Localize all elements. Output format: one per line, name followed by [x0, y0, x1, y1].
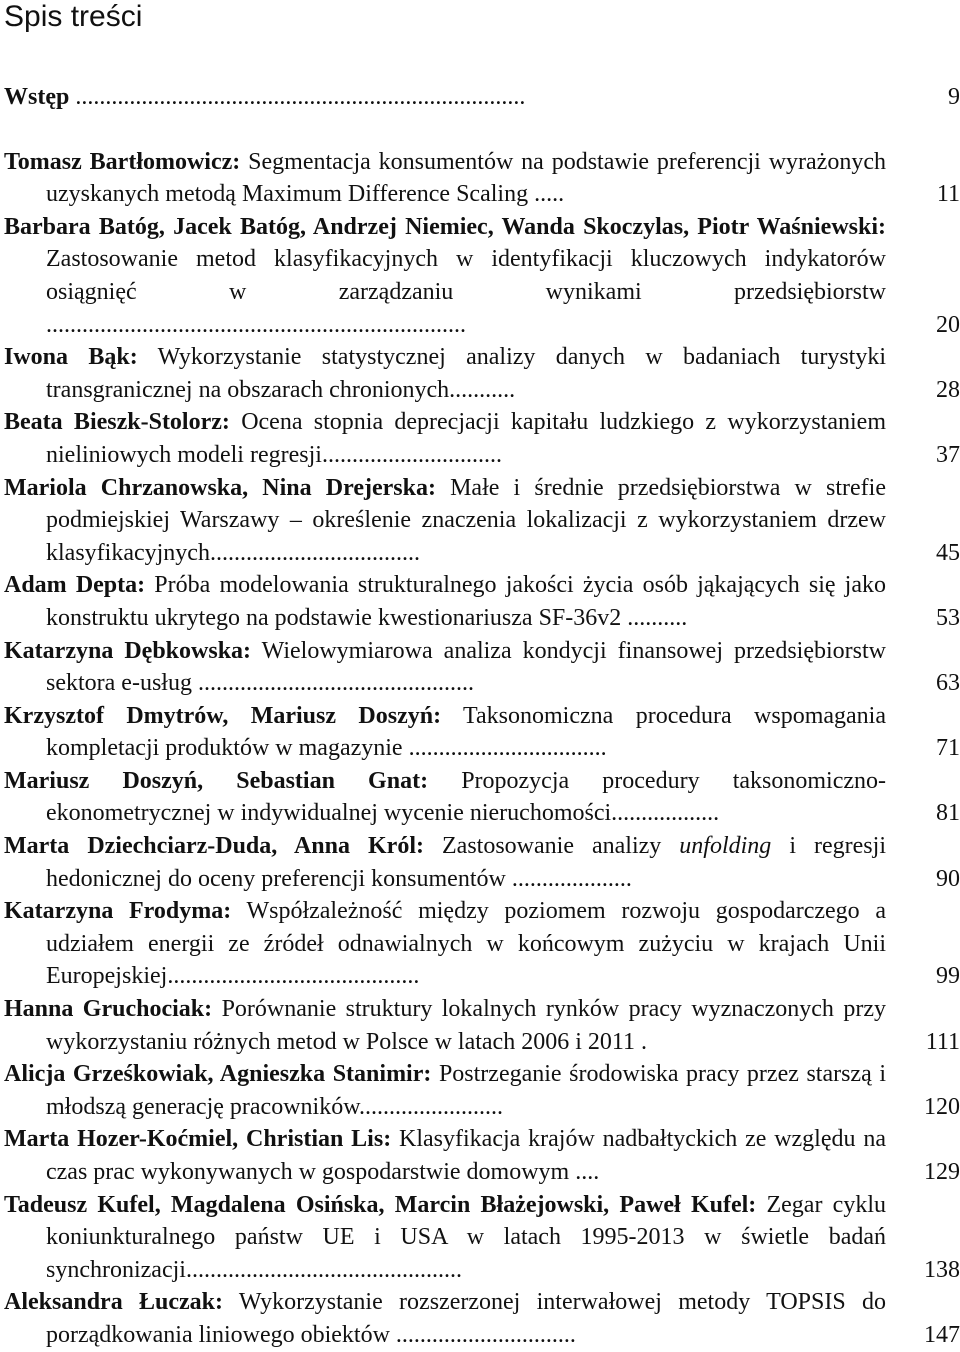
toc-entry-text	[4, 569, 886, 634]
toc-entry-title: i regresji hedonicznej do oceny preferencji konsumentów	[46, 833, 886, 892]
toc-entry-authors: Marta Hozer-Koćmiel, Christian Lis:	[4, 1126, 392, 1153]
section-gap	[4, 114, 960, 146]
toc-entry-page-number: 147	[924, 1321, 960, 1348]
toc-entry-page-number: 71	[936, 735, 960, 762]
toc-entry-text	[4, 211, 886, 341]
toc-entry-leader: .....	[528, 181, 565, 208]
toc-entry-title: Klasyfikacja krajów nadbałtyckich ze względu na czas prac wykonywanych w gospodarstwie domowym	[46, 1126, 886, 1185]
toc-entry-title: Wykorzystanie rozszerzonej interwałowej metody TOPSIS do porządkowania liniowego obiektów	[46, 1289, 887, 1348]
toc-entry-authors: Tadeusz Kufel, Magdalena Osińska, Marcin Błażejowski, Paweł Kufel:	[4, 1191, 757, 1218]
toc-entry-leader: ..............................................	[185, 1256, 462, 1283]
toc-entry-title-emphasis: unfolding	[679, 833, 772, 860]
toc-entry-page-number: 45	[936, 539, 960, 566]
toc-entry-page-number: 129	[924, 1159, 960, 1185]
toc-entry-title: Segmentacja konsumentów na podstawie preferencji wyrażonych uzyskanych metodą Maximum Difference Scaling	[46, 148, 886, 208]
toc-entry-page-number: 37	[936, 441, 960, 468]
toc-entry-title: Postrzeganie środowiska pracy przez starszą i młodszą generację pracowników	[46, 1061, 886, 1120]
page-title: Spis treści	[4, 0, 143, 33]
toc-entry-authors: Alicja Grześkowiak, Agnieszka Stanimir:	[4, 1061, 432, 1088]
toc-entry-leader: ..........	[621, 604, 688, 631]
toc-entry-title: Wielowymiarowa analiza kondycji finansowej przedsiębiorstw sektora e-usług	[46, 637, 886, 697]
toc-entry-text	[4, 341, 886, 406]
toc-entry-authors: Barbara Batóg, Jacek Batóg, Andrzej Niemiec, Wanda Skoczylas, Piotr Waśniewski:	[4, 213, 886, 240]
toc-entry-title: Wstęp	[4, 84, 70, 110]
toc-entry-title: Współzależność między poziomem rozwoju gospodarczego a udziałem energii ze źródeł odnawialnych w końcowym zużyciu w krajach Unii Europejskiej	[46, 898, 887, 990]
toc-entry[interactable]	[4, 635, 960, 700]
toc-entry-page-number: 20	[936, 311, 960, 338]
toc-entry-text	[4, 1189, 886, 1287]
toc-entry-leader: ....	[569, 1159, 600, 1185]
toc-entry-text	[4, 765, 886, 830]
toc-entry[interactable]	[4, 341, 960, 406]
toc-entry-authors: Aleksandra Łuczak:	[4, 1289, 224, 1316]
toc-entry-leader: ......................................................................	[46, 311, 466, 338]
toc-entry-title: Małe i średnie przedsiębiorstwa w strefie podmiejskiej Warszawy – określenie znaczenia lokalizacji z wykorzystaniem drzew klasyfikacyjnych	[46, 474, 886, 566]
toc-entry-authors: Marta Dziechciarz-Duda, Anna Król:	[4, 833, 424, 860]
toc-entry[interactable]	[4, 700, 960, 765]
toc-entry[interactable]	[4, 830, 960, 895]
toc-entry-page-number: 120	[924, 1093, 960, 1120]
toc-entry[interactable]	[4, 993, 960, 1058]
toc-entry-text	[4, 1286, 886, 1351]
toc-entry-leader: ..............................	[321, 441, 502, 468]
toc-entry-page-number: 99	[936, 963, 960, 990]
toc-entry-title: Zastosowanie metod klasyfikacyjnych w identyfikacji kluczowych indykatorów osiągnięć w zarządzaniu wynikami przedsiębiorstw	[46, 246, 886, 305]
toc-entry-text	[4, 406, 886, 471]
toc-entry-leader: ........................	[358, 1093, 503, 1120]
toc-entry-page-number: 63	[936, 670, 960, 697]
toc-entry-title: Zastosowanie analizy	[423, 833, 680, 860]
toc-entry-authors: Mariusz Doszyń, Sebastian Gnat:	[4, 767, 429, 794]
table-of-contents	[4, 81, 960, 1352]
toc-entry-leader: ..........................................	[167, 963, 420, 990]
toc-entry-authors: Katarzyna Frodyma:	[4, 898, 232, 925]
toc-entry[interactable]	[4, 569, 960, 634]
toc-entry[interactable]	[4, 1123, 960, 1188]
toc-entry-text	[4, 81, 886, 114]
toc-entry-page-number: 28	[936, 376, 960, 403]
toc-entry-leader: .	[634, 1028, 647, 1055]
toc-entry-authors: Beata Bieszk-Stolorz:	[4, 409, 230, 436]
toc-entry-text	[4, 146, 886, 211]
toc-entry-leader: ..............................................	[191, 670, 474, 697]
toc-entry-leader: ...........................................................................	[69, 84, 526, 110]
toc-entry[interactable]	[4, 895, 960, 993]
toc-entry-authors: Adam Depta:	[4, 572, 146, 599]
toc-entry-leader: .................................	[402, 735, 607, 762]
toc-entry-page-number: 81	[936, 800, 960, 827]
toc-entry-text	[4, 1058, 886, 1123]
toc-entry-authors: Hanna Gruchociak:	[4, 996, 213, 1023]
toc-entry-leader: ..............................	[389, 1321, 576, 1348]
toc-entry-page-number: 90	[936, 865, 960, 892]
toc-entry-leader: ...................................	[209, 539, 420, 566]
toc-entry[interactable]	[4, 1058, 960, 1123]
toc-entry[interactable]	[4, 146, 960, 211]
toc-entry-authors: Iwona Bąk:	[4, 344, 138, 371]
toc-entry-page-number: 138	[924, 1256, 960, 1283]
toc-entry[interactable]	[4, 1189, 960, 1287]
toc-entry-page-number: 53	[936, 604, 960, 631]
toc-entry-title: Próba modelowania strukturalnego jakości życia osób jąkających się jako konstruktu ukrytego na podstawie kwestionariusza SF-36v2	[46, 572, 886, 631]
toc-entry-title: Wykorzystanie statystycznej analizy danych w badaniach turystyki transgranicznej na obszarach chronionych	[46, 344, 887, 403]
toc-entry-authors: Katarzyna Dębkowska:	[4, 637, 252, 664]
toc-entry-title: Porównanie struktury lokalnych rynków pracy wyznaczonych przy wykorzystaniu różnych metod w Polsce w latach 2006 i 2011	[46, 996, 886, 1055]
toc-entry-page-number: 111	[925, 1028, 960, 1055]
toc-entry-text	[4, 993, 886, 1058]
toc-entry-leader: ....................	[505, 865, 632, 892]
toc-entry-authors: Mariola Chrzanowska, Nina Drejerska:	[4, 474, 436, 501]
toc-entry[interactable]	[4, 1286, 960, 1351]
toc-entry-page-number: 9	[948, 84, 960, 110]
toc-entry-text	[4, 1123, 886, 1188]
toc-entry-leader: ..................	[611, 800, 720, 827]
toc-entry-text	[4, 472, 886, 570]
toc-entry[interactable]	[4, 765, 960, 830]
toc-entry-text	[4, 700, 886, 765]
toc-entry[interactable]	[4, 211, 960, 341]
toc-entry-text	[4, 635, 886, 700]
toc-entry-text	[4, 895, 886, 993]
toc-entry-authors: Krzysztof Dmytrów, Mariusz Doszyń:	[4, 702, 442, 729]
toc-entry-authors: Tomasz Bartłomowicz:	[4, 148, 241, 175]
toc-entry-title: Propozycja procedury taksonomiczno-ekonometrycznej w indywidualnej wycenie nieruchomości	[46, 767, 886, 827]
toc-entry-text	[4, 830, 886, 895]
toc-entry[interactable]	[4, 472, 960, 570]
toc-entry-intro[interactable]	[4, 81, 960, 114]
toc-entry-title: Ocena stopnia deprecjacji kapitału ludzkiego z wykorzystaniem nieliniowych modeli regresji	[46, 409, 886, 468]
toc-entry[interactable]	[4, 406, 960, 471]
toc-entry-page-number: 11	[936, 181, 960, 208]
toc-entry-leader: ...........	[449, 376, 516, 403]
toc-entry-title: Zegar cyklu koniunkturalnego państw UE i USA w latach 1995-2013 w świetle badań synchronizacji	[46, 1191, 886, 1283]
toc-entry-title: Taksonomiczna procedura wspomagania kompletacji produktów w magazynie	[46, 702, 886, 762]
